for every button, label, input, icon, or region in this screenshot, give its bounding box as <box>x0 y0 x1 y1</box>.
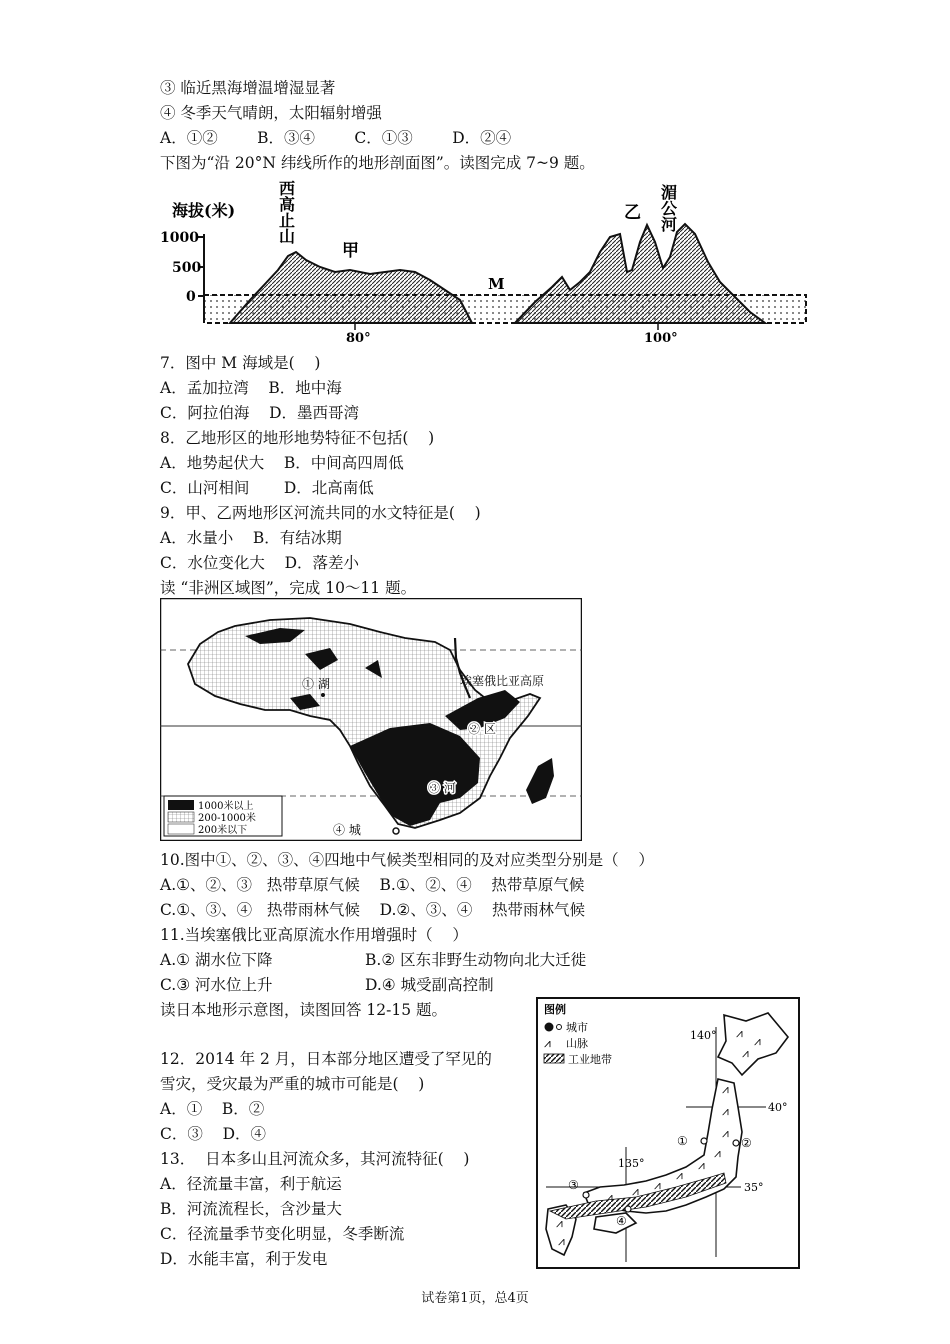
question-8-options: C．山河相间 D．北高南低 <box>160 479 374 497</box>
question-12-options: A．① B．② <box>160 1100 265 1118</box>
point-4-label: ④ <box>616 1214 627 1228</box>
svg-text:⩘: ⩘ <box>556 1216 563 1230</box>
instruction-line: 下图为“沿 20°N 纬线所作的地形剖面图”。读图完成 7~9 题。 <box>160 154 595 172</box>
question-9-options: C．水位变化大 D．落差小 <box>160 554 359 572</box>
x-tick-label: 100° <box>644 331 678 346</box>
question-13-option: D．水能丰富，利于发电 <box>160 1250 328 1268</box>
svg-text:⩘: ⩘ <box>606 1190 613 1204</box>
svg-text:⩘: ⩘ <box>714 1146 721 1160</box>
question-8: 8．乙地形区的地形地势特征不包括( ) <box>160 429 435 447</box>
question-11-option-a: A.① 湖水位下降 <box>160 951 273 969</box>
point-3-label: ③ <box>568 1178 579 1192</box>
lat-label: 40° <box>768 1101 788 1114</box>
question-10-options: A.①、②、③ 热带草原气候 B.①、②、④ 热带草原气候 <box>160 876 585 894</box>
svg-text:⩘: ⩘ <box>754 1034 761 1048</box>
legend-city: 城市 <box>566 1021 588 1034</box>
lon-label: 135° <box>618 1157 645 1170</box>
question-8-options: A．地势起伏大 B．中间高四周低 <box>160 454 404 472</box>
lon-label: 140° <box>690 1029 717 1042</box>
question-11-option-d: D.④ 城受副高控制 <box>365 976 494 994</box>
terrain-right <box>515 224 765 323</box>
question-9-options: A．水量小 B．有结冰期 <box>160 529 342 547</box>
svg-text:⩘: ⩘ <box>742 1046 749 1060</box>
legend-item: 1000米以上 <box>198 801 254 812</box>
question-9: 9．甲、乙两地形区河流共同的水文特征是( ) <box>160 504 481 522</box>
question-7-options: C．阿拉伯海 D．墨西哥湾 <box>160 404 359 422</box>
x-tick-label: 80° <box>346 331 371 346</box>
legend-mountain: 山脉 <box>566 1037 588 1050</box>
svg-text:⩘: ⩘ <box>722 1126 729 1140</box>
plateau-label: 埃塞俄比亚高原 <box>460 674 545 688</box>
question-13-option: C．径流量季节变化明显，冬季断流 <box>160 1225 405 1243</box>
legend-item: 200米以下 <box>198 825 248 836</box>
lat-label: 35° <box>744 1181 764 1194</box>
region-jia-label: 甲 <box>342 241 359 261</box>
mountain-label: 西高止山 <box>276 180 296 244</box>
river-label: 湄公河 <box>658 184 678 232</box>
text-line: ③ 临近黑海增温增湿显著 <box>160 79 336 97</box>
lake-label: ① 湖 <box>302 677 330 691</box>
mountain-icon: ⩘ <box>544 1036 551 1050</box>
question-13-option: A．径流量丰富，利于航运 <box>160 1175 342 1193</box>
legend-industry: 工业地带 <box>568 1053 612 1066</box>
y-tick-label: 0 <box>186 289 196 305</box>
region-yi-label: 乙 <box>624 203 641 223</box>
terrain-profile-figure <box>160 172 810 347</box>
instruction-line: 读 “非洲区域图”，完成 10～11 题。 <box>160 579 417 597</box>
question-13: 13． 日本多山且河流众多，其河流特征( ) <box>160 1150 470 1168</box>
text-line: ④ 冬季天气晴朗，太阳辐射增强 <box>160 104 382 122</box>
question-13-option: B．河流流程长，含沙量大 <box>160 1200 342 1218</box>
question-11-option-b: B.② 区东非野生动物向北大迁徙 <box>365 951 587 969</box>
legend-item: 200-1000米 <box>198 813 256 824</box>
point-2-label: ② <box>741 1136 752 1150</box>
point-1-label: ① <box>677 1134 688 1148</box>
page-footer: 试卷第1页，总4页 <box>421 1291 529 1306</box>
map-legend <box>164 796 282 836</box>
svg-text:⩘: ⩘ <box>654 1178 661 1192</box>
instruction-line: 读日本地形示意图，读图回答 12-15 题。 <box>160 1001 448 1019</box>
svg-text:⩘: ⩘ <box>676 1168 683 1182</box>
question-11-option-c: C.③ 河水位上升 <box>160 976 273 994</box>
city-label: ④ 城 <box>333 823 361 837</box>
question-11: 11.当埃塞俄比亚高原流水作用增强时（ ） <box>160 926 468 944</box>
question-12-cont: 雪灾，受灾最为严重的城市可能是( ) <box>160 1075 425 1093</box>
svg-text:⩘: ⩘ <box>558 1234 565 1248</box>
region-label: ② 区 <box>468 722 496 736</box>
svg-text:⩘: ⩘ <box>722 1104 729 1118</box>
y-tick-label: 500 <box>172 260 202 276</box>
question-10-options: C.①、③、④ 热带雨林气候 D.②、③、④ 热带雨林气候 <box>160 901 586 919</box>
y-axis-label: 海拔(米) <box>172 201 236 220</box>
svg-text:⩘: ⩘ <box>632 1184 639 1198</box>
answer-options: A．①② B．③④ C．①③ D．②④ <box>160 129 512 147</box>
river-label: ③ 河 <box>428 781 456 795</box>
question-12-options: C．③ D．④ <box>160 1125 266 1143</box>
y-tick-label: 1000 <box>160 230 199 246</box>
svg-text:⩘: ⩘ <box>722 1082 729 1096</box>
legend-title: 图例 <box>544 1003 566 1016</box>
terrain-left <box>230 252 472 323</box>
africa-map <box>160 598 582 841</box>
svg-text:⩘: ⩘ <box>736 1026 743 1040</box>
question-7: 7．图中 M 海域是( ) <box>160 354 321 372</box>
question-7-options: A．孟加拉湾 B．地中海 <box>160 379 342 397</box>
sea-m-label: M <box>488 275 505 293</box>
japan-map <box>536 997 800 1269</box>
question-10: 10.图中①、②、③、④四地中气候类型相同的及对应类型分别是（ ） <box>160 851 654 869</box>
svg-text:⩘: ⩘ <box>698 1158 705 1172</box>
question-12: 12．2014 年 2 月，日本部分地区遭受了罕见的 <box>160 1050 492 1068</box>
